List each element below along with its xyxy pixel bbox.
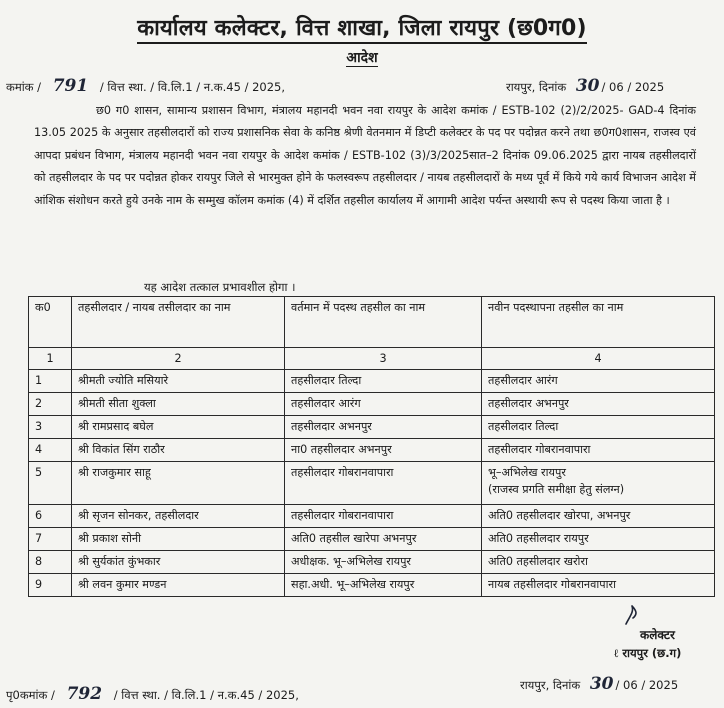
row-current: सहा.अधी. भू–अभिलेख रायपुर xyxy=(285,574,482,597)
column-number: 1 xyxy=(29,348,72,370)
row-current: तहसीलदार आरंग xyxy=(285,393,482,416)
reference-label: कमांक xyxy=(6,80,34,94)
row-serial: 3 xyxy=(29,416,72,439)
row-new xyxy=(482,462,715,505)
signatory-place-text: रायपुर (छ.ग) xyxy=(622,646,682,660)
row-name: श्री प्रकाश सोनी xyxy=(72,528,285,551)
order-body-paragraph: छ0 ग0 शासन, सामान्य प्रशासन विभाग, मंत्रालय महानदी भवन नवा रायपुर के आदेश कमांक / ESTB-102 (2)/2/2025- GAD-4 दिनांक 13.05 2025 के अनुसार तहसीलदारों को राज्य प्रशासनिक सेवा के कनिष्ठ श्रेणी वेतनमान में डिप्टी कलेक्टर के पद पर पदोन्नत करने तथा छ0ग0शासन, राजस्व एवं आपदा प्रबंधन विभाग, मंत्रालय महानदी भवन नवा रायपुर के आदेश कमांक / ESTB-102 (3)/3/2025सात–2 दिनांक 09.06.2025 द्वारा नायब तहसीलदारों को तहसीलदार के पद पर पदोन्नत होकर रायपुर जिले से भारमुक्त होने के फलस्वरूप तहसीलदार / नायब तहसीलदारों के मध्य पूर्व में किये गये कार्य विभाजन आदेश में आंशिक संशोधन करते हुये उनके नाम के सम्मुख कॉलम कमांक (4) में दर्शित तहसील कार्यालय में आगामी आदेश पर्यन्त अस्थायी रूप से पदस्थ किया जाता है । xyxy=(34,104,696,207)
reference-month-year: / 06 / 2025 xyxy=(601,80,665,94)
endorsement-dept: वित्त स्था. xyxy=(121,688,161,702)
endorsement-number: पृ0कमांक / 792 / वित्त स्था. / वि.लि.1 / न.क.45 / 2025, xyxy=(6,684,299,704)
row-current: तहसीलदार गोबरानवापारा xyxy=(285,462,482,505)
posting-table xyxy=(28,296,715,597)
header-new-posting: नवीन पदस्थापना तहसील का नाम xyxy=(482,297,715,348)
row-name: श्री विकांत सिंग राठौर xyxy=(72,439,285,462)
table-row xyxy=(29,574,715,597)
header-current-posting: वर्तमान में पदस्थ तहसील का नाम xyxy=(285,297,482,348)
reference-handwritten-day: 30 xyxy=(575,76,600,96)
signatory-title: कलेक्टर xyxy=(640,628,675,642)
row-new: अति0 तहसीलदार खरोरा xyxy=(482,551,715,574)
row-serial: 5 xyxy=(29,462,72,505)
header-serial: क0 xyxy=(29,297,72,348)
row-name: श्री सुर्यकांत कुंभकार xyxy=(72,551,285,574)
row-new-note: (राजस्व प्रगति समीक्षा हेतु संलग्न) xyxy=(488,483,625,496)
row-new: तहसीलदार तिल्दा xyxy=(482,416,715,439)
row-current: ना0 तहसीलदार अभनपुर xyxy=(285,439,482,462)
header-name: तहसीलदार / नायब तसीलदार का नाम xyxy=(72,297,285,348)
row-serial: 2 xyxy=(29,393,72,416)
endorsement-handwritten-number: 792 xyxy=(66,684,103,704)
reference-number: कमांक / 791 / वित्त स्था. / वि.लि.1 / न.क.45 / 2025, xyxy=(6,76,286,96)
endorsement-label: पृ0कमांक xyxy=(6,688,48,702)
row-name: श्री रामप्रसाद बघेल xyxy=(72,416,285,439)
column-number: 3 xyxy=(285,348,482,370)
row-new: तहसीलदार अभनपुर xyxy=(482,393,715,416)
table-row xyxy=(29,505,715,528)
reference-place-date: रायपुर, दिनांक xyxy=(506,80,567,94)
table-row xyxy=(29,370,715,393)
row-serial: 8 xyxy=(29,551,72,574)
row-serial: 1 xyxy=(29,370,72,393)
reference-code: वि.लि.1 / न.क.45 / 2025, xyxy=(157,80,286,94)
row-current: तहसीलदार तिल्दा xyxy=(285,370,482,393)
order-heading xyxy=(0,48,724,67)
endorsement-place-date: रायपुर, दिनांक xyxy=(520,678,581,692)
effective-note: यह आदेश तत्काल प्रभावशील होगा । xyxy=(144,280,296,294)
row-serial: 6 xyxy=(29,505,72,528)
endorsement-date xyxy=(520,674,678,694)
row-name: श्रीमती सीता शुक्ला xyxy=(72,393,285,416)
signature-mark xyxy=(624,604,640,626)
column-number-row xyxy=(29,348,715,370)
column-number: 4 xyxy=(482,348,715,370)
row-new: नायब तहसीलदार गोबरानवापारा xyxy=(482,574,715,597)
reference-date xyxy=(506,76,664,96)
row-new: अति0 तहसीलदार खोरपा, अभनपुर xyxy=(482,505,715,528)
row-name: श्री सृजन सोनकर, तहसीलदार xyxy=(72,505,285,528)
table-header-row xyxy=(29,297,715,348)
row-new: अति0 तहसीलदार रायपुर xyxy=(482,528,715,551)
row-serial: 7 xyxy=(29,528,72,551)
table-row xyxy=(29,528,715,551)
endorsement-code: वि.लि.1 / न.क.45 / 2025, xyxy=(171,688,299,702)
row-current: अधीक्षक. भू–अभिलेख रायपुर xyxy=(285,551,482,574)
table-row xyxy=(29,439,715,462)
order-heading-text: आदेश xyxy=(346,50,378,66)
row-name: श्री राजकुमार साहू xyxy=(72,462,285,505)
office-title xyxy=(0,12,724,42)
signatory-place xyxy=(614,646,681,661)
row-current: अति0 तहसील खारेपा अभनपुर xyxy=(285,528,482,551)
endorsement-month-year: / 06 / 2025 xyxy=(615,678,679,692)
reference-handwritten-number: 791 xyxy=(52,76,89,96)
endorsement-handwritten-day: 30 xyxy=(589,674,614,694)
row-name: श्री लवन कुमार मण्डन xyxy=(72,574,285,597)
table-row xyxy=(29,393,715,416)
table-row xyxy=(29,462,715,505)
signature-initial-icon: ℓ xyxy=(614,646,619,660)
row-new-office: भू–अभिलेख रायपुर xyxy=(488,466,566,479)
row-serial: 9 xyxy=(29,574,72,597)
row-serial: 4 xyxy=(29,439,72,462)
row-current: तहसीलदार अभनपुर xyxy=(285,416,482,439)
row-new: तहसीलदार आरंग xyxy=(482,370,715,393)
reference-dept: वित्त स्था. xyxy=(107,80,147,94)
table-row xyxy=(29,551,715,574)
row-name: श्रीमती ज्योति मसियारे xyxy=(72,370,285,393)
column-number: 2 xyxy=(72,348,285,370)
office-title-text: कार्यालय कलेक्टर, वित्त शाखा, जिला रायपुर (छ0ग0) xyxy=(137,16,587,44)
row-new: तहसीलदार गोबरानवापारा xyxy=(482,439,715,462)
row-current: तहसीलदार गोबरानवापारा xyxy=(285,505,482,528)
table-row xyxy=(29,416,715,439)
